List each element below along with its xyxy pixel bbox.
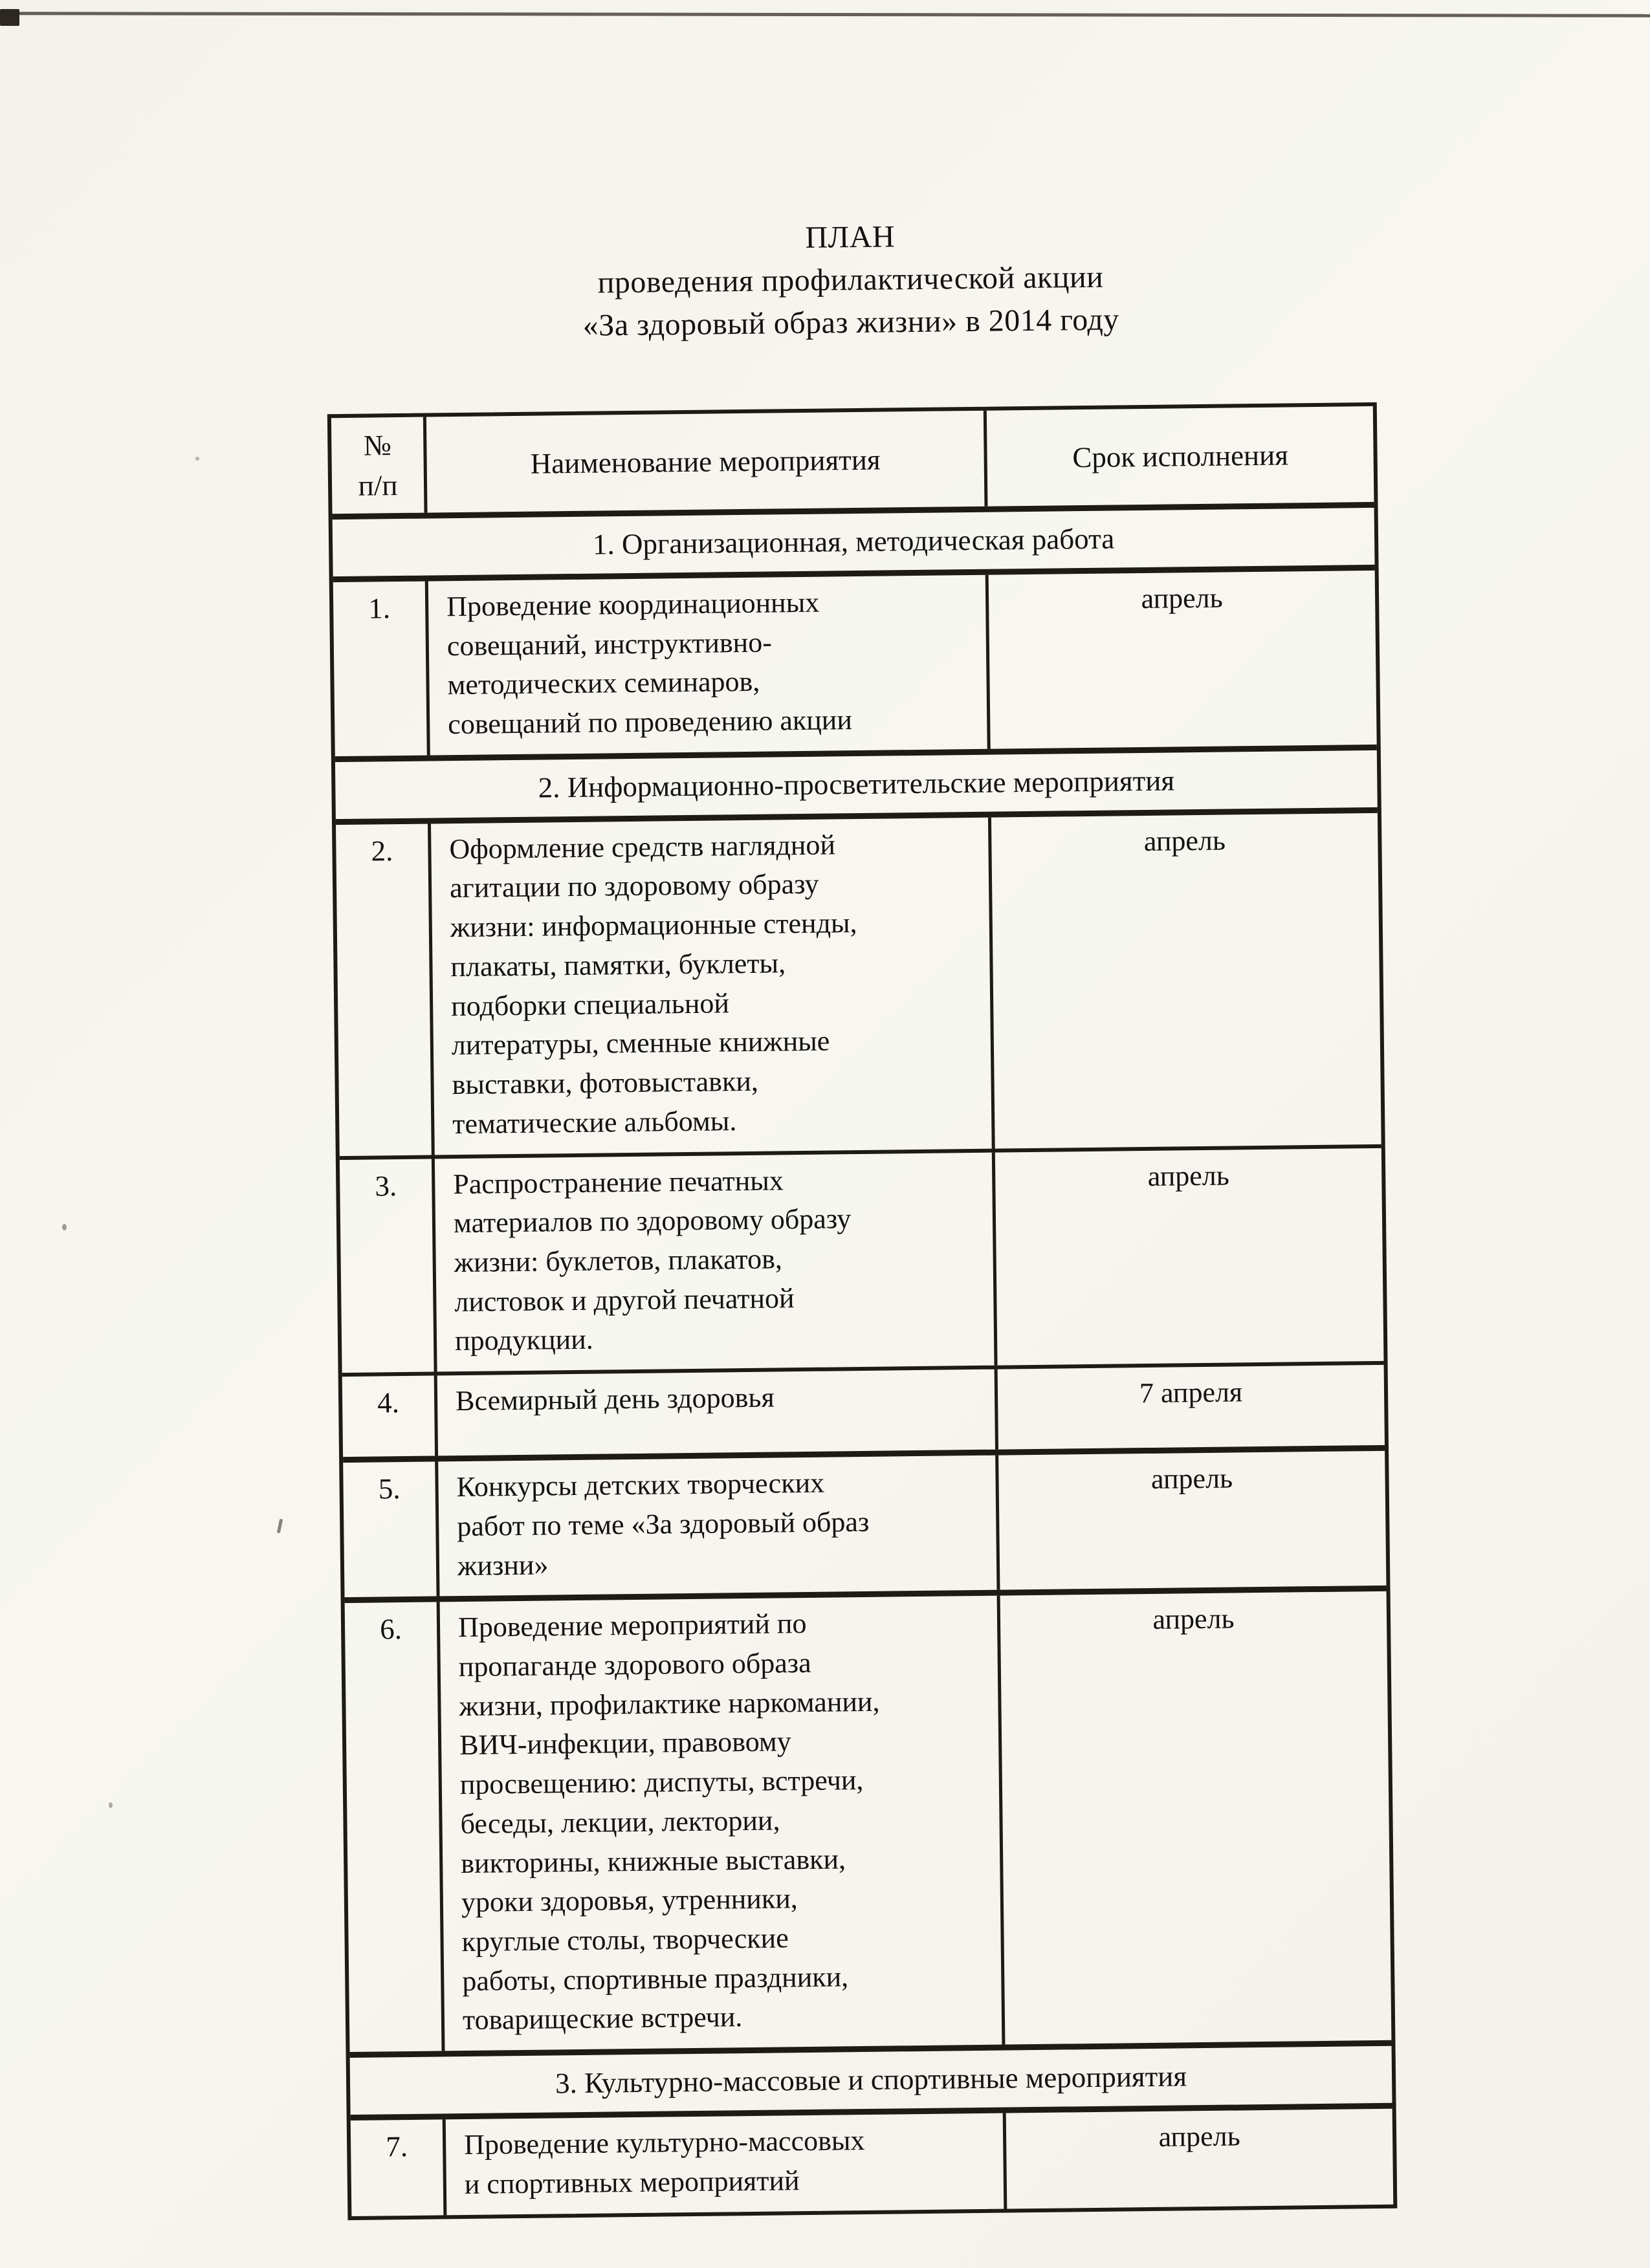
document-subtitle-line-1: проведения профилактической акции: [597, 259, 1104, 300]
row-number: 7.: [386, 2130, 408, 2163]
term-value: апрель: [1003, 2109, 1394, 2208]
term-value: апрель: [992, 1148, 1384, 1365]
table-row-2: [336, 807, 1381, 1156]
document-page: [323, 0, 1398, 2220]
section-header-1: 1. Организационная, методическая работа: [333, 502, 1375, 576]
event-name: Проведение координационных совещаний, инструктивно- методических семинаров, совещаний по проведению акции: [425, 575, 987, 756]
row-number: 3.: [375, 1169, 397, 1203]
row-number: 6.: [379, 1613, 402, 1646]
plan-table: [327, 402, 1398, 2220]
scan-speck: [195, 457, 199, 461]
row-number: 1.: [368, 591, 391, 625]
header-term-cell: Срок исполнения: [984, 406, 1374, 507]
table-header-row: [331, 406, 1374, 514]
document-title: ПЛАН: [805, 219, 896, 255]
term-value: 7 апреля: [995, 1365, 1385, 1450]
event-name: Конкурсы детских творческих работ по теме «За здоровый образ жизни»: [435, 1456, 996, 1597]
table-row-4: [342, 1361, 1385, 1457]
table-row-1: [333, 565, 1377, 756]
scan-speck: [109, 1802, 113, 1808]
header-number-cell: № п/п: [358, 428, 398, 502]
event-name: Проведение культурно-массовых и спортивных мероприятий: [443, 2113, 1004, 2215]
term-value: апрель: [988, 813, 1381, 1149]
event-name: Всемирный день здоровья: [434, 1369, 995, 1456]
table-row-6: [345, 1586, 1392, 2052]
term-value: апрель: [985, 571, 1377, 749]
scan-speck: [62, 1224, 67, 1230]
event-name: Проведение мероприятий по пропаганде здорового образа жизни, профилактике наркомании, ВИЧ-инфекции, правовому просвещению: диспуты, встречи, беседы, лекции, лектории, викторины, книжные выставки, уроки здоровья, утренники, круглые столы, творческие работы, спортивные праздники, товарищеские встречи.: [437, 1596, 1002, 2051]
header-event-name-cell: Наименование мероприятия: [423, 410, 985, 512]
section-header-3: 3. Культурно-массовые и спортивные мероприятия: [350, 2040, 1392, 2115]
section-header-2: 2. Информационно-просветительские мероприятия: [335, 745, 1378, 819]
row-number: 2.: [371, 834, 393, 867]
scan-speck: [277, 1519, 283, 1534]
row-number: 5.: [378, 1472, 401, 1505]
event-name: Распространение печатных материалов по здоровому образу жизни: буклетов, плакатов, листовок и другой печатной продукции.: [432, 1152, 995, 1371]
term-value: апрель: [997, 1591, 1392, 2045]
term-value: апрель: [995, 1451, 1386, 1590]
table-row-3: [340, 1144, 1384, 1373]
scan-corner-mark: [0, 9, 19, 26]
table-row-7: [351, 2103, 1394, 2216]
document-subtitle-line-2: «За здоровый образ жизни» в 2014 году: [582, 302, 1120, 343]
table-row-5: [343, 1445, 1386, 1597]
row-number: 4.: [377, 1386, 400, 1419]
event-name: Оформление средств наглядной агитации по здоровому образу жизни: информационные стенды, плакаты, памятки, буклеты, подборки специальной литературы, сменные книжные выставки, фотовыставки, тематические альбомы.: [428, 817, 992, 1155]
document-title-block: [325, 210, 1376, 351]
